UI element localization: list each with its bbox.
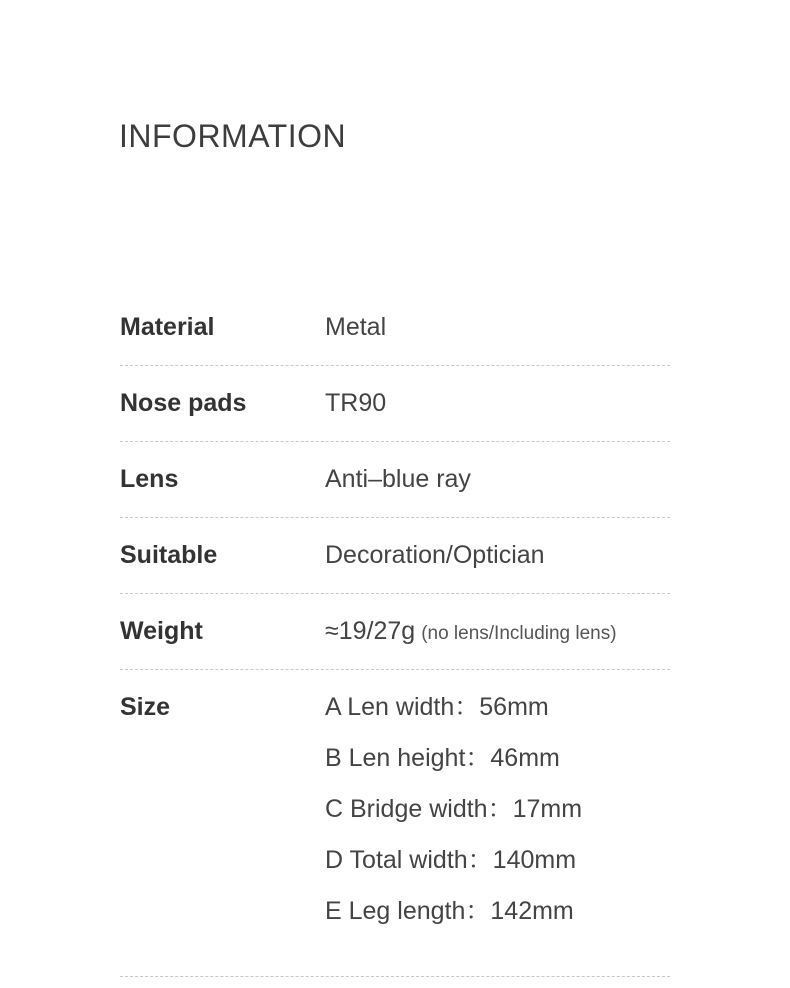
spec-label: Weight [120,617,203,645]
size-line-bridge-width: C Bridge width：17mm [325,795,583,823]
spec-label: Material [120,313,215,341]
spec-value-weight [325,594,617,649]
spec-label: Lens [120,465,179,493]
weight-value: ≈19/27g [325,617,416,645]
weight-note: (no lens/Including lens) [421,623,617,644]
spec-value: TR90 [325,389,387,417]
spec-row-size [120,670,670,977]
page-title: INFORMATION [119,118,347,154]
spec-row-nose-pads [120,366,670,442]
spec-label: Suitable [120,541,218,569]
spec-label: Size [120,693,171,721]
spec-row-material [120,290,670,366]
spec-row-weight [120,594,670,670]
spec-row-lens [120,442,670,518]
spec-table [120,290,670,977]
spec-value: Decoration/Optician [325,541,545,569]
spec-value: Metal [325,313,387,341]
size-line-len-height: B Len height：46mm [325,744,560,772]
size-line-total-width: D Total width：140mm [325,846,577,874]
spec-value: Anti–blue ray [325,465,471,493]
size-line-len-width: A Len width：56mm [325,693,549,721]
spec-label: Nose pads [120,389,247,417]
spec-row-suitable [120,518,670,594]
size-line-leg-length: E Leg length：142mm [325,897,574,925]
size-list [325,670,582,947]
